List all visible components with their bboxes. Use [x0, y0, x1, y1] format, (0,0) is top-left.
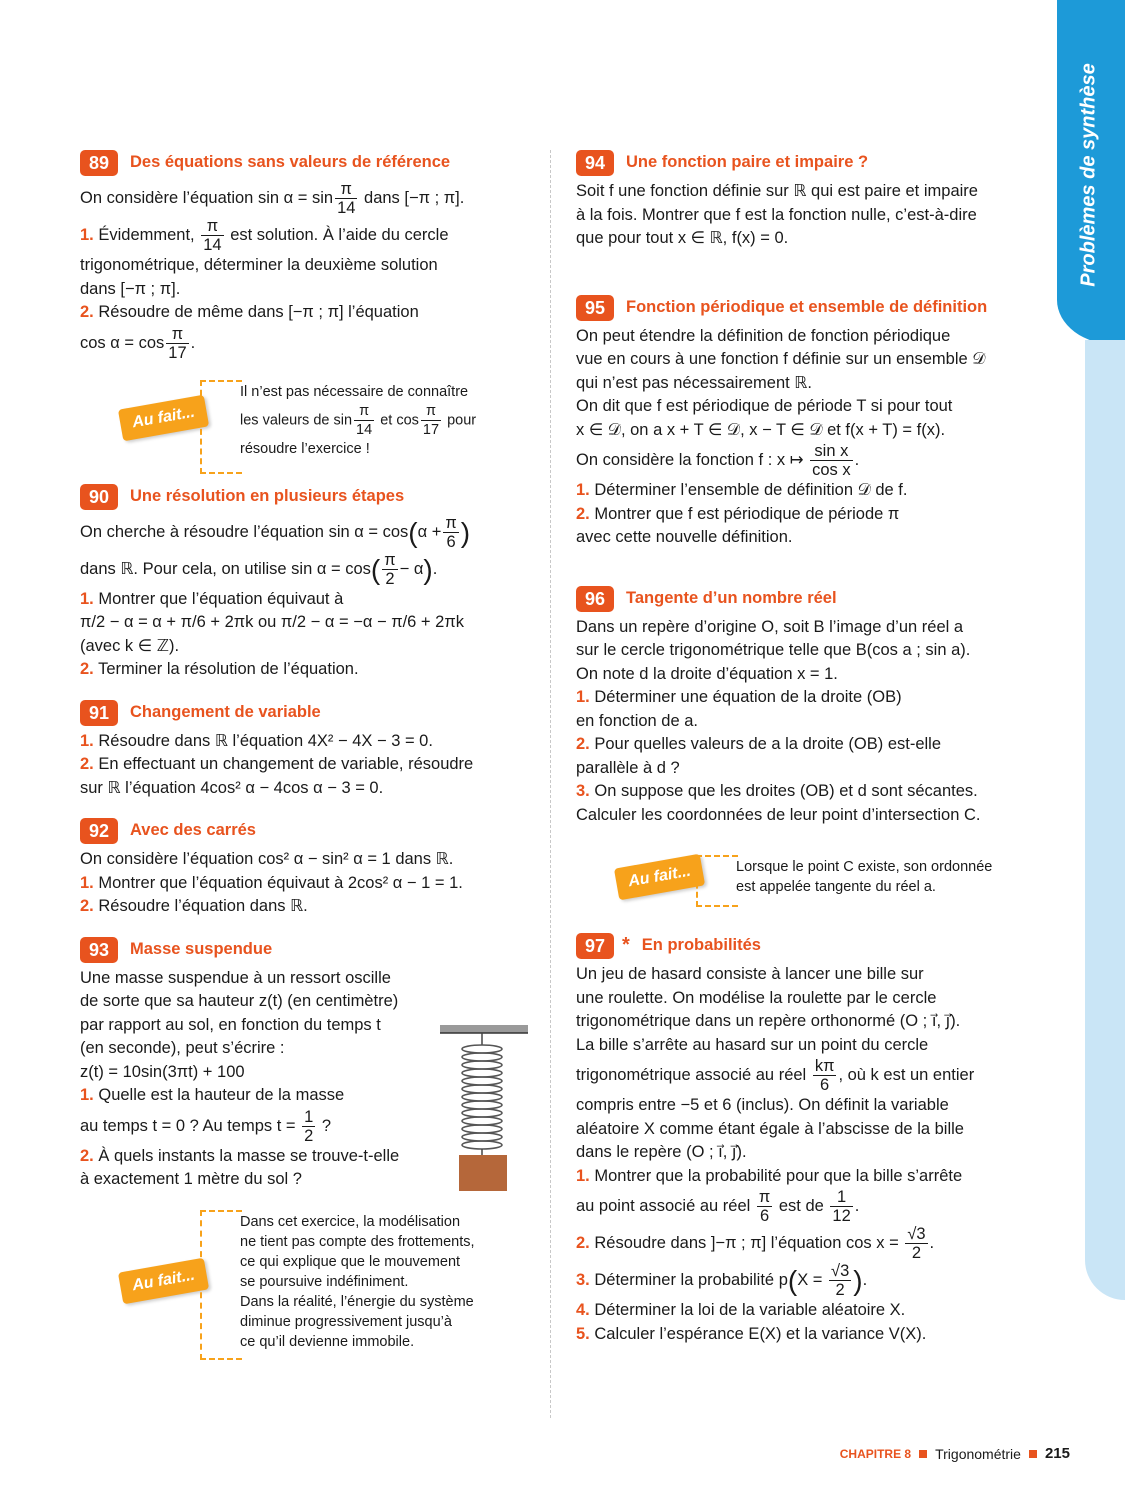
footer-chapter: CHAPITRE 8: [839, 1446, 912, 1461]
spring-coils: [462, 1045, 502, 1149]
page-number: 215: [1044, 1445, 1070, 1462]
exercise-title: Fonction périodique et ensemble de définition: [626, 297, 988, 316]
aufait-note-1: [80, 380, 525, 470]
exercise-91: 91 Changement de variable 1. Résoudre dans ℝ l’équation 4X² − 4X − 3 = 0. 2. En effectuant un changement de variable, résoudre sur ℝ l’équation 4cos² α − 4cos α − 3 = 0.: [80, 700, 525, 801]
exercise-number: 90: [80, 484, 118, 510]
aufait-tag: Au fait...: [118, 394, 209, 440]
aufait-note-2: [80, 1210, 525, 1356]
footer-topic: Trigonométrie: [935, 1445, 1021, 1462]
right-column: [576, 150, 1021, 1364]
side-tab-label: Problèmes de synthèse: [1077, 63, 1100, 287]
chapter-side-tab-light: [1085, 340, 1125, 1300]
exercise-number: 95: [576, 295, 614, 321]
exercise-title: Masse suspendue: [130, 939, 273, 958]
exercise-title: Tangente d’un nombre réel: [626, 588, 837, 607]
spring-mass-illustration: [440, 1025, 530, 1195]
exercise-number: 89: [80, 150, 118, 176]
exercise-96: 96 Tangente d’un nombre réel Dans un repère d’origine O, soit B l’image d’un réel a sur le cercle trigonométrique telle que B(cos a ; sin a). On note d la droite d’équation x = 1. 1. Déterminer une équation de la droite (OB) en fonction de a. 2. Pour quelles valeurs de a la droite (OB) est-elle parallèle à d ? 3. On suppose que les droites (OB) et d sont sécantes. Calculer les coordonnées de leur point d’intersection C.: [576, 586, 1021, 828]
aufait-text: Lorsque le point C existe, son ordonnée est appelée tangente du réel a.: [736, 859, 993, 895]
aufait-tag: Au fait...: [118, 1257, 209, 1303]
aufait-tag: Au fait...: [614, 854, 705, 900]
exercise-number: 93: [80, 937, 118, 963]
exercise-title: Changement de variable: [130, 702, 321, 721]
ceiling-bar: [440, 1025, 528, 1033]
page-footer: [840, 1445, 1070, 1462]
exercise-title: Une fonction paire et impaire ?: [626, 153, 869, 172]
exercise-95: 95 Fonction périodique et ensemble de définition On peut étendre la définition de fonction périodique vue en cours à une fonction f définie sur un ensemble 𝒟 qui n’est pas nécessairement ℝ. On dit que f est périodique de période T si pour tout x ∈ 𝒟, on a x + T ∈ 𝒟, x − T ∈ 𝒟 et f(x + T) = f(x). On considère la fonction f : x ↦ $\frac{\text{sin x}}{\text{cos x}}$ . 1. Déterminer l’ensemble de définition 𝒟 de f. 2. Montrer que f est périodique de période π avec cette nouvelle définition.: [576, 295, 1021, 550]
exercise-89: 89 Des équations sans valeurs de référence On considère l’équation sin α = sin $\frac{\pi}{14}$ dans [−π ; π]. 1. Évidemment, $\frac{\pi}{14}$ est solution. À l’aide du cercle trigonométrique, déterminer la deuxième solution dans [−π ; π]. 2. Résoudre de même dans [−π ; π] l’équation cos α = cos $\frac{\pi}{17}$ .: [80, 150, 525, 362]
exercise-number: 92: [80, 818, 118, 844]
aufait-text: Il n’est pas nécessaire de connaître les valeurs de sin $\frac{\pi}{14}$ et cos $\frac{\pi}{17}$ pour résoudre l’exercice !: [240, 383, 477, 457]
exercise-title: Des équations sans valeurs de référence: [130, 153, 451, 172]
difficulty-star: *: [622, 934, 630, 957]
aufait-bracket: [696, 855, 738, 907]
exercise-number: 94: [576, 150, 614, 176]
mass-block: [459, 1155, 507, 1191]
exercise-90: 90 Une résolution en plusieurs étapes On cherche à résoudre l’équation sin α = cos(α + $\frac{\pi}{6}$ ) dans ℝ. Pour cela, on utilise sin α = cos( $\frac{\pi}{2}$ − α). 1. Montrer que l’équation équivaut à π/2 − α = α + π/6 + 2πk ou π/2 − α = −α − π/6 + 2πk (avec k ∈ ℤ). 2. Terminer la résolution de l’équation.: [80, 484, 525, 682]
aufait-bracket: [200, 380, 242, 474]
exercise-92: 92 Avec des carrés On considère l’équation cos² α − sin² α = 1 dans ℝ. 1. Montrer que l’équation équivaut à 2cos² α − 1 = 1. 2. Résoudre l’équation dans ℝ.: [80, 818, 525, 919]
exercise-title: En probabilités: [641, 936, 761, 955]
exercise-number: 97: [576, 933, 614, 959]
exercise-97: 97 * En probabilités Un jeu de hasard consiste à lancer une bille sur une roulette. On modélise la roulette par le cercle trigonométrique dans un repère orthonormé (O ; i⃗, j⃗). La bille s’arrête au hasard sur un point du cercle trigonométrique associé au réel $\frac{k\pi}{6}$ , où k est un entier compris entre −5 et 6 (inclus). On définit la variable aléatoire X comme étant égale à l’abscisse de la bille dans le repère (O ; i⃗, j⃗). 1. Montrer que la probabilité pour que la bille s’arrête au point associé au réel $\frac{\pi}{6}$ est de $\frac{1}{12}$ . 2. Résoudre dans ]−π ; π] l’équation cos x = $\frac{√3}{2}$ . 3. Déterminer la probabilité p(X = $\frac{√3}{2}$ ). 4. Déterminer la loi de la variable aléatoire X. 5. Calculer l’espérance E(X) et la variance V(X).: [576, 934, 975, 1343]
aufait-bracket: [200, 1210, 242, 1360]
column-separator: [550, 150, 551, 1418]
exercise-number: 96: [576, 586, 614, 612]
aufait-note-3: [576, 855, 1021, 903]
exercise-title: Une résolution en plusieurs étapes: [130, 486, 405, 505]
footer-square-icon: [919, 1450, 927, 1458]
exercise-number: 91: [80, 700, 118, 726]
aufait-text: Dans cet exercice, la modélisation ne tient pas compte des frottements, ce qui explique que le mouvement se poursuive indéfiniment. Dans la réalité, l’énergie du système diminue progressivement jusqu’à ce qu’il devienne immobile.: [240, 1213, 475, 1350]
exercise-title: Avec des carrés: [130, 821, 256, 840]
footer-square-icon: [1029, 1450, 1037, 1458]
exercise-94: 94 Une fonction paire et impaire ? Soit f une fonction définie sur ℝ qui est paire et impaire à la fois. Montrer que f est la fonction nulle, c’est-à-dire que pour tout x ∈ ℝ, f(x) = 0.: [576, 150, 1021, 251]
exercise-93: 93 Masse suspendue Une masse suspendue à un ressort oscille de sorte que sa hauteur z(t) (en centimètre) par rapport au sol, en fonction du temps t (en seconde), peut s’écrire : z(t) = 10sin(3πt) + 100 1. Quelle est la hauteur de la masse au temps t = 0 ? Au temps t = $\frac{1}{2}$ ? 2. À quels instants la masse se trouve-t-elle à exactement 1 mètre du sol ?: [80, 937, 440, 1192]
